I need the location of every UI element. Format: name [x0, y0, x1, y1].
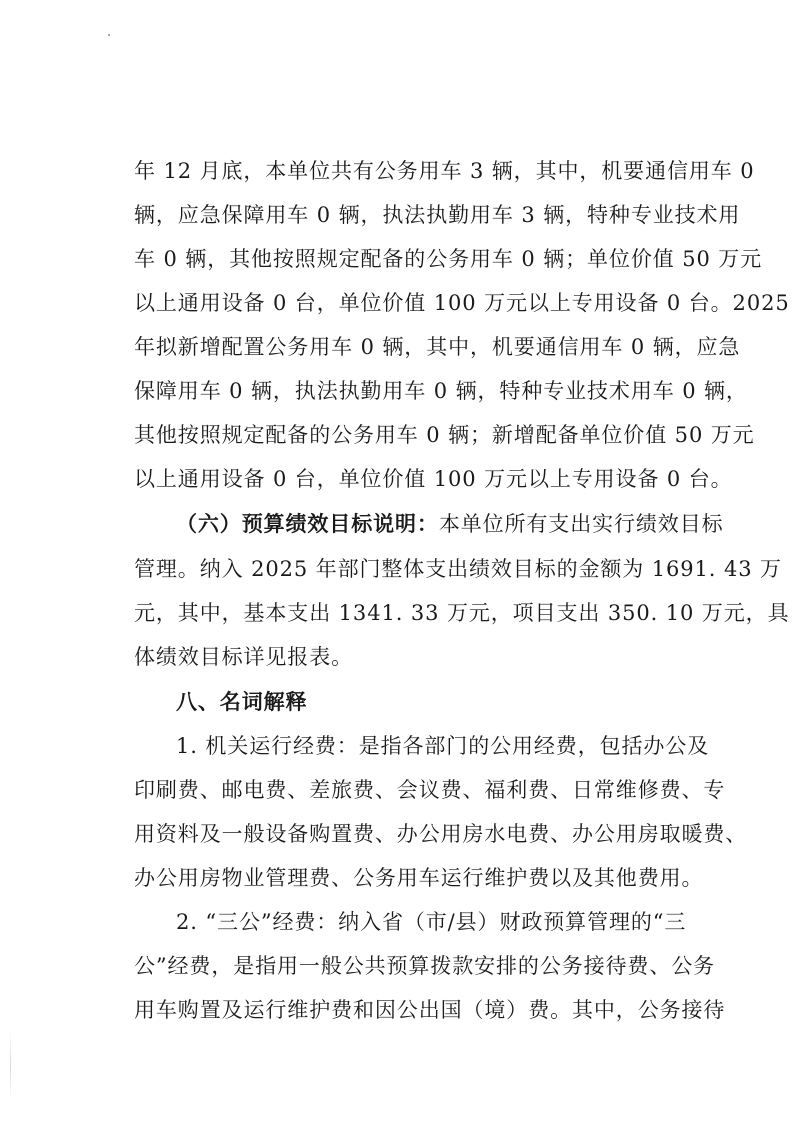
section-six-line: 元，其中，基本支出 1341. 33 万元，项目支出 350. 10 万元，具 [134, 601, 790, 625]
section-six-line: 管理。纳入 2025 年部门整体支出绩效目标的金额为 1691. 43 万 [134, 557, 782, 581]
section-six-first-line [176, 510, 724, 538]
vehicles-line: 年 12 月底，本单位共有公务用车 3 辆，其中，机要通信用车 0 [134, 159, 755, 183]
vehicles-line: 年拟新增配置公务用车 0 辆，其中，机要通信用车 0 辆，应急 [134, 335, 741, 359]
scan-speck [108, 34, 110, 36]
term-1-line: 印刷费、邮电费、差旅费、会议费、福利费、日常维修费、专 [134, 778, 726, 802]
section-eight-heading: 八、名词解释 [176, 690, 308, 714]
section-six-line: 体绩效目标详见报表。 [134, 645, 353, 669]
term-2-line: 用车购置及运行维护费和因公出国（境）费。其中，公务接待 [134, 998, 726, 1022]
section-six-first-line-text: 本单位所有支出实行绩效目标 [438, 512, 724, 536]
vehicles-line: 以上通用设备 0 台，单位价值 100 万元以上专用设备 0 台。2025 [134, 291, 790, 315]
section-six-heading: （六）预算绩效目标说明： [176, 512, 439, 536]
term-2-first-line: 2. “三公”经费：纳入省（市/县）财政预算管理的“三 [176, 910, 687, 934]
term-1-line: 办公用房物业管理费、公务用车运行维护费以及其他费用。 [134, 866, 704, 890]
vehicles-line: 保障用车 0 辆，执法执勤用车 0 辆，特种专业技术用车 0 辆， [134, 379, 748, 403]
vehicles-line: 车 0 辆，其他按照规定配备的公务用车 0 辆；单位价值 50 万元 [134, 247, 763, 271]
term-2-line: 公”经费，是指用一般公共预算拨款安排的公务接待费、公务 [134, 954, 716, 978]
term-1-line: 用资料及一般设备购置费、办公用房水电费、办公用房取暖费、 [134, 822, 748, 846]
vehicles-line: 辆，应急保障用车 0 辆，执法执勤用车 3 辆，特种专业技术用 [134, 203, 741, 227]
vehicles-line: 其他按照规定配备的公务用车 0 辆；新增配备单位价值 50 万元 [134, 423, 755, 447]
vehicles-line: 以上通用设备 0 台，单位价值 100 万元以上专用设备 0 台。 [134, 467, 733, 491]
term-1-first-line: 1. 机关运行经费：是指各部门的公用经费，包括办公及 [176, 734, 710, 758]
scan-edge-mark [10, 1030, 11, 1100]
